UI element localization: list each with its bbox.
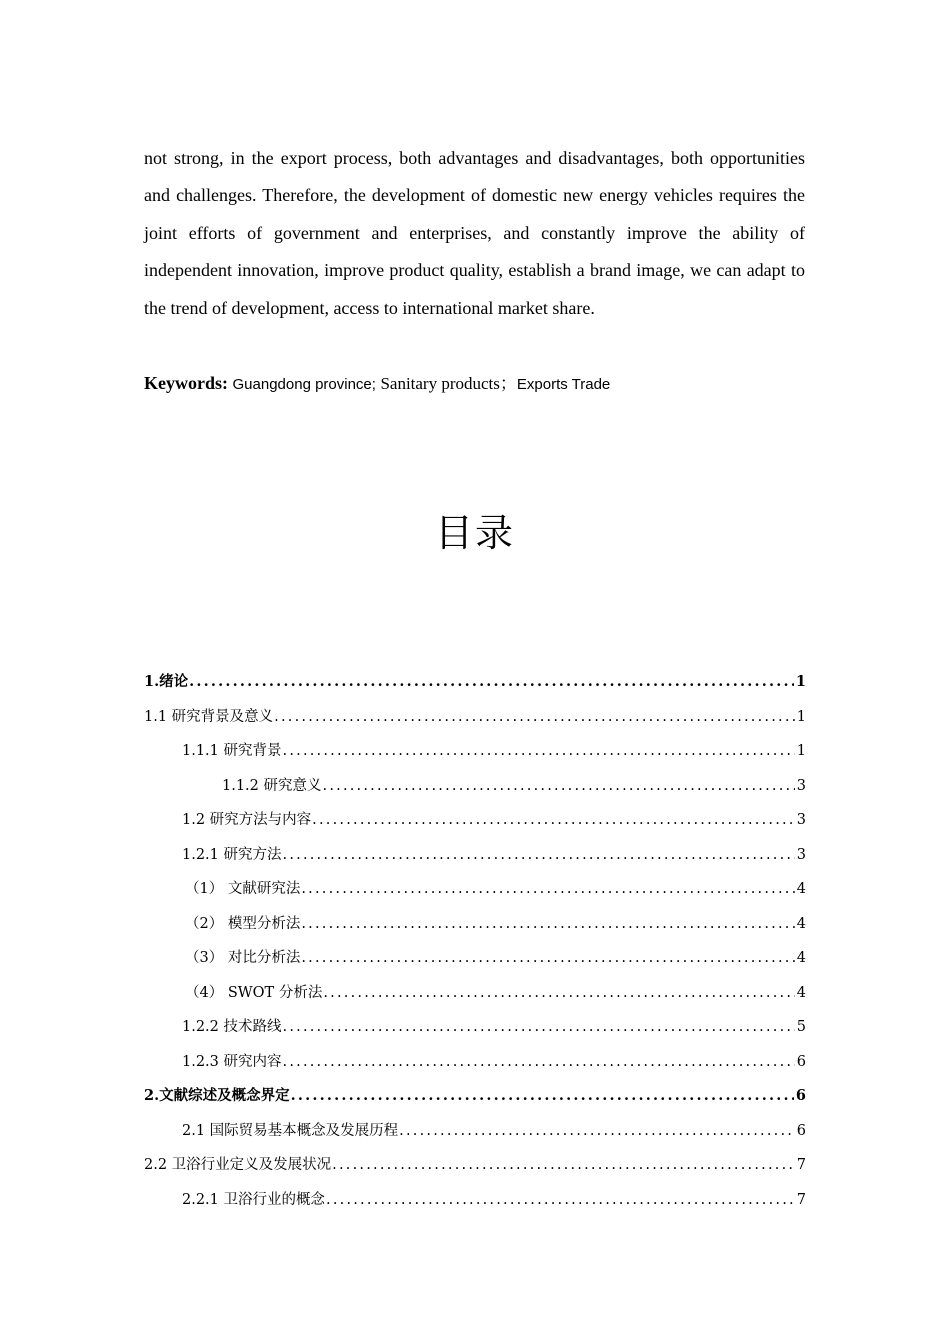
toc-page-number: 4 bbox=[796, 915, 806, 932]
keywords-line bbox=[144, 369, 805, 399]
toc-entry[interactable] bbox=[144, 1119, 806, 1154]
toc-page-number: 6 bbox=[796, 1053, 806, 1070]
keyword-item: Sanitary products； bbox=[380, 374, 517, 393]
toc-page-number: 3 bbox=[796, 812, 806, 828]
toc-entry[interactable] bbox=[144, 808, 806, 843]
table-of-contents bbox=[144, 670, 806, 1222]
toc-leader-dots bbox=[399, 1119, 795, 1143]
toc-leader-dots bbox=[283, 1015, 795, 1039]
toc-leader-dots bbox=[323, 774, 795, 798]
toc-entry-title: （2） 模型分析法 bbox=[185, 915, 301, 932]
toc-leader-dots bbox=[332, 1153, 795, 1177]
toc-entry-title: 1.绪论 bbox=[144, 673, 189, 690]
toc-entry-title: 1.1.2 研究意义 bbox=[222, 777, 322, 794]
toc-leader-dots bbox=[312, 808, 795, 832]
toc-page-number: 7 bbox=[796, 1157, 806, 1173]
toc-entry-title: 2.文献综述及概念界定 bbox=[144, 1087, 290, 1104]
keywords-label: Keywords: bbox=[144, 373, 228, 393]
toc-leader-dots bbox=[291, 1084, 794, 1108]
toc-entry-title: 2.1 国际贸易基本概念及发展历程 bbox=[182, 1122, 399, 1139]
toc-page-number: 4 bbox=[796, 984, 806, 1001]
toc-page-number: 6 bbox=[795, 1087, 806, 1104]
toc-entry[interactable] bbox=[144, 705, 806, 740]
toc-entry-title: 2.2 卫浴行业定义及发展状况 bbox=[144, 1157, 332, 1173]
toc-entry[interactable] bbox=[144, 946, 806, 981]
toc-entry-title: 1.2.2 技术路线 bbox=[182, 1019, 282, 1035]
toc-page-number: 1 bbox=[795, 673, 806, 690]
toc-leader-dots bbox=[274, 705, 795, 729]
toc-entry[interactable] bbox=[144, 981, 806, 1016]
toc-leader-dots bbox=[189, 670, 794, 694]
toc-page-number: 1 bbox=[796, 708, 806, 725]
toc-entry-title: （4） SWOT 分析法 bbox=[185, 984, 323, 1001]
toc-leader-dots bbox=[283, 1050, 795, 1074]
toc-page-number: 7 bbox=[796, 1191, 806, 1208]
toc-entry[interactable] bbox=[144, 843, 806, 878]
toc-leader-dots bbox=[301, 877, 794, 901]
toc-entry[interactable] bbox=[144, 739, 806, 774]
toc-entry-title: 1.2.3 研究内容 bbox=[182, 1053, 282, 1070]
keyword-item: Guangdong province; bbox=[232, 376, 376, 393]
toc-leader-dots bbox=[301, 912, 794, 936]
toc-page-number: 6 bbox=[796, 1122, 806, 1139]
toc-page-number: 5 bbox=[796, 1019, 806, 1035]
toc-leader-dots bbox=[326, 1188, 795, 1212]
keyword-item: Exports Trade bbox=[516, 376, 611, 393]
toc-entry-title: 1.2.1 研究方法 bbox=[182, 846, 282, 863]
toc-entry-title: （3） 对比分析法 bbox=[185, 950, 301, 966]
toc-entry-title: 2.2.1 卫浴行业的概念 bbox=[182, 1191, 326, 1208]
toc-title: 目录 bbox=[434, 511, 515, 555]
toc-page-number: 4 bbox=[796, 881, 806, 897]
toc-entry[interactable] bbox=[144, 774, 806, 809]
toc-leader-dots bbox=[323, 981, 794, 1005]
toc-entry[interactable] bbox=[144, 670, 806, 705]
toc-entry[interactable] bbox=[144, 877, 806, 912]
toc-entry-title: 1.2 研究方法与内容 bbox=[182, 812, 312, 828]
toc-entry[interactable] bbox=[144, 912, 806, 947]
toc-page-number: 3 bbox=[796, 846, 806, 863]
toc-entry[interactable] bbox=[144, 1015, 806, 1050]
toc-entry-title: 1.1 研究背景及意义 bbox=[144, 708, 274, 725]
abstract-paragraph: not strong, in the export process, both advantages and disadvantages, both opportunities and challenges. Therefore, the development of domestic new energy vehicles requires the joint efforts of government and enterprises, and constantly improve the ability of independent innovation, improve product quality, establish a brand image, we can adapt to the trend of development, access to international market share. bbox=[144, 148, 805, 318]
toc-leader-dots bbox=[301, 946, 794, 970]
toc-entry-title: 1.1.1 研究背景 bbox=[182, 743, 282, 759]
toc-page-number: 3 bbox=[796, 777, 806, 794]
toc-page-number: 1 bbox=[796, 743, 806, 759]
toc-entry[interactable] bbox=[144, 1084, 806, 1119]
toc-entry[interactable] bbox=[144, 1153, 806, 1188]
toc-entry[interactable] bbox=[144, 1050, 806, 1085]
toc-page-number: 4 bbox=[796, 950, 806, 966]
toc-leader-dots bbox=[283, 843, 795, 867]
toc-entry-title: （1） 文献研究法 bbox=[185, 881, 301, 897]
toc-entry[interactable] bbox=[144, 1188, 806, 1223]
toc-leader-dots bbox=[283, 739, 795, 763]
